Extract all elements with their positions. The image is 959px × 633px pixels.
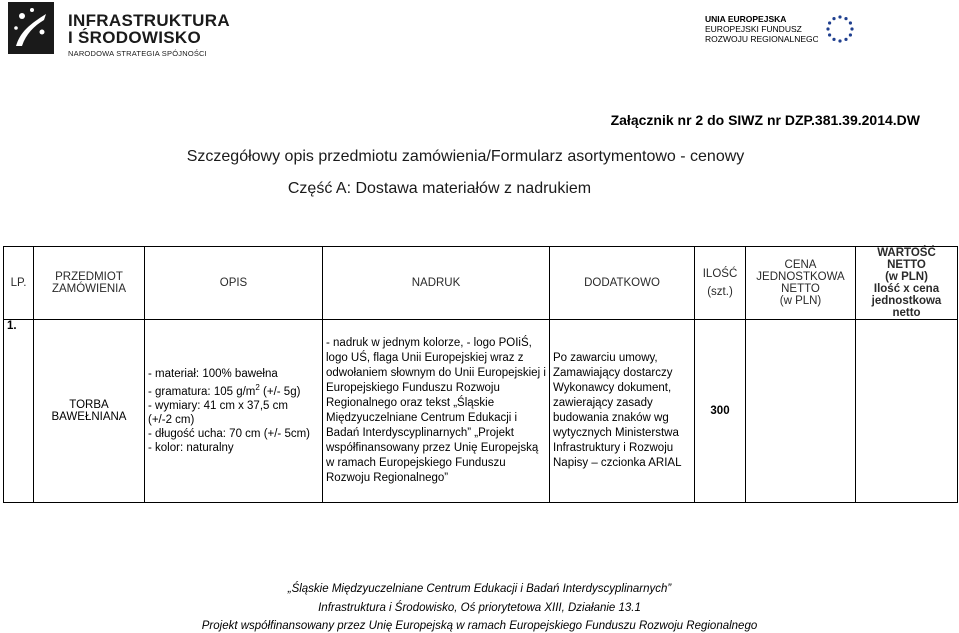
subtitle-wrapper: [0, 180, 959, 198]
table-header-row: [4, 247, 958, 320]
header-item: PRZEDMIOT ZAMÓWIENIA: [34, 247, 145, 320]
eu-fund-logo: [705, 12, 875, 52]
opis-line1: - materiał: 100% bawełna: [148, 368, 278, 381]
logo-left-line3: NARODOWA STRATEGIA SPÓJNOŚCI: [68, 49, 207, 58]
opis-line5: - długość ucha: 70 cm (+/- 5cm): [148, 427, 311, 440]
opis-line3: - wymiary: 41 cm x 37,5 cm: [148, 399, 288, 412]
row-value-input[interactable]: [856, 320, 958, 503]
logo-left-line1: INFRASTRUKTURA: [68, 11, 230, 30]
table-row: [4, 320, 958, 503]
row-dodatkowo: Po zawarciu umowy, Zamawiający dostarczy Wykonawcy dokument, zawierający zasady budowania znaków wg wytycznych Ministerstwa Infrastruktury i Rozwoju Napisy – czcionka ARIAL: [550, 320, 695, 503]
header-value: [856, 247, 958, 320]
document-title: Szczegółowy opis przedmiotu zamówienia/Formularz asortymentowo - cenowy: [186, 148, 745, 165]
row-qty: 300: [695, 320, 746, 503]
header-price-line3: NETTO: [781, 283, 820, 295]
opis-line2: [148, 381, 319, 399]
opis-line4: (+/-2 cm): [148, 413, 195, 426]
header-lp: LP.: [4, 247, 34, 320]
header-qty: [695, 247, 746, 320]
opis-line6: - kolor: naturalny: [148, 441, 234, 454]
header-price: [746, 247, 856, 320]
logo-left-line2: I ŚRODOWISKO: [68, 28, 201, 47]
eu-flag-icon: [818, 12, 862, 46]
header-value-line4: jednostkowa netto: [871, 295, 942, 319]
header-nadruk: NADRUK: [323, 247, 550, 320]
row-price-input[interactable]: [746, 320, 856, 503]
specification-table: [3, 246, 958, 503]
opis-line2-sup: 2: [255, 383, 260, 393]
infrastruktura-logo: [8, 2, 230, 58]
logo-right-line2: EUROPEJSKI FUNDUSZ: [705, 24, 802, 34]
row-item: TORBA BAWEŁNIANA: [34, 320, 145, 503]
attachment-reference: Załącznik nr 2 do SIWZ nr DZP.381.39.2014.DW: [610, 112, 920, 128]
logo-right-line3: ROZWOJU REGIONALNEGO: [705, 34, 820, 44]
header-value-line3: Ilość x cena: [873, 283, 940, 295]
footer-line2: Infrastruktura i Środowisko, Oś priorytetowa XIII, Działanie 13.1: [318, 602, 641, 614]
logo-right-line1: UNIA EUROPEJSKA: [705, 14, 787, 24]
row-opis: [145, 320, 323, 503]
header-qty-line1: ILOŚĆ: [702, 268, 738, 280]
opis-line2-b: (+/- 5g): [259, 385, 301, 398]
row-nadruk: - nadruk w jednym kolorze, - logo POIiŚ, logo UŚ, flaga Unii Europejskiej wraz z odwołaniem słownym do Unii Europejskiej i Europejskiego Funduszu Rozwoju Regionalnego oraz tekst „Śląskie Międzyuczelniane Centrum Edukacji i Badań Interdyscyplinarnych” „Projekt współfinansowany przez Unię Europejską w ramach Europejskiego Funduszu Rozwoju Regionalnego”: [323, 320, 550, 503]
footer-line3: Projekt współfinansowany przez Unię Europejską w ramach Europejskiego Funduszu Rozwoju Regionalnego: [201, 620, 758, 632]
infrastruktura-emblem-icon: [8, 2, 54, 54]
header-price-line2: JEDNOSTKOWA: [756, 271, 845, 283]
header-value-line1: WARTOŚĆ NETTO: [877, 247, 936, 271]
footer-line1: „Śląskie Międzyuczelniane Centrum Edukacji i Badań Interdyscyplinarnych”: [287, 583, 672, 595]
title-wrapper: [0, 148, 959, 166]
header-price-line4: (w PLN): [779, 295, 822, 307]
header-qty-line2: (szt.): [707, 286, 733, 298]
header-price-line1: CENA: [784, 259, 817, 271]
header-dodatkowo: DODATKOWO: [550, 247, 695, 320]
header-value-line2: (w PLN): [885, 271, 928, 283]
opis-line2-a: - gramatura: 105 g/m: [148, 385, 256, 398]
row-lp: 1.: [4, 320, 34, 503]
document-subtitle: Część A: Dostawa materiałów z nadrukiem: [287, 180, 592, 197]
header-opis: OPIS: [145, 247, 323, 320]
